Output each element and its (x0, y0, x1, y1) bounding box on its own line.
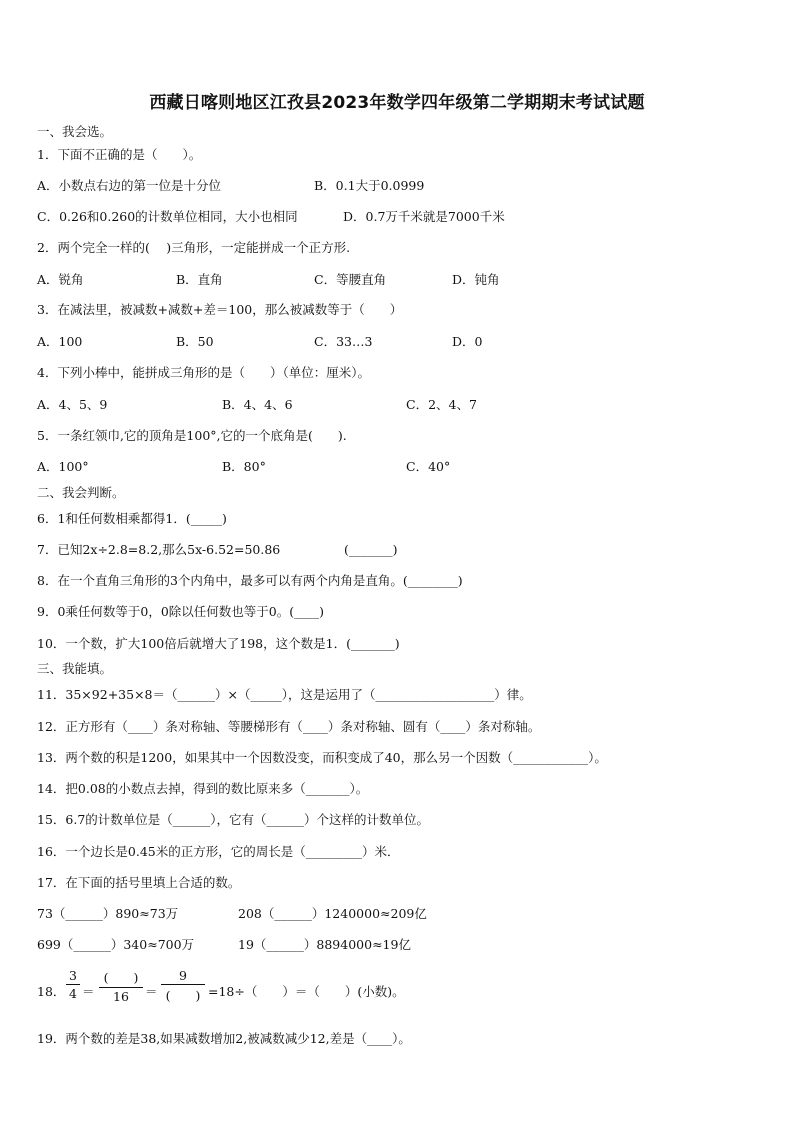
q3-option-c: C．33…3 (314, 334, 373, 349)
question-12: 12．正方形有（____）条对称轴、等腰梯形有（____）条对称轴、圆有（____）条对称轴。 (37, 719, 541, 734)
q18-equals-1: ＝ (82, 984, 95, 999)
question-1: 1．下面不正确的是（ ）。 (37, 147, 202, 162)
q18-fraction-1 (66, 968, 80, 1001)
q5-option-a: A．100° (37, 459, 89, 474)
q18-equals-2: ＝ (145, 984, 158, 999)
q17-item-b: 208（______）1240000≈209亿 (238, 906, 427, 921)
q17-item-a: 73（______）890≈73万 (37, 906, 179, 921)
q2-option-b: B．直角 (176, 272, 223, 287)
q18-fraction-3-denominator: ( ) (165, 988, 201, 1003)
q5-option-b: B．80° (222, 459, 266, 474)
question-16: 16．一个边长是0.45米的正方形，它的周长是（_________）米． (37, 844, 400, 859)
q4-option-b: B．4、4、6 (222, 397, 293, 412)
q1-option-c: C．0.26和0.260的计数单位相同，大小也相同 (37, 209, 298, 224)
q7-answer-blank: (_______) (344, 542, 398, 557)
q1-option-d: D．0.7万千米就是7000千米 (343, 209, 505, 224)
q18-fraction-1-numerator: 3 (69, 968, 77, 983)
q5-option-c: C．40° (406, 459, 451, 474)
fraction-bar (99, 987, 143, 988)
q18-fraction-1-denominator: 4 (69, 986, 77, 1001)
q4-option-a: A．4、5、9 (37, 397, 108, 412)
q2-option-a: A．锐角 (37, 272, 84, 287)
q17-item-c: 699（______）340≈700万 (37, 937, 195, 952)
question-4: 4．下列小棒中，能拼成三角形的是（ ）（单位：厘米）。 (37, 365, 370, 380)
q18-tail: =18÷（ ）＝（ ）(小数)。 (208, 984, 405, 999)
q18-fraction-2-denominator: 16 (113, 989, 129, 1004)
q17-item-d: 19（______）8894000≈19亿 (238, 937, 411, 952)
question-3: 3．在减法里，被减数+减数+差＝100，那么被减数等于（ ） (37, 302, 403, 317)
question-17: 17．在下面的括号里填上合适的数。 (37, 875, 241, 890)
section-heading-2: 二、我会判断。 (37, 485, 125, 500)
question-9: 9．0乘任何数等于0，0除以任何数也等于0。(____) (37, 604, 325, 619)
question-19: 19．两个数的差是38,如果减数增加2,被减数减少12,差是（____）。 (37, 1031, 411, 1046)
q3-option-d: D．0 (452, 334, 483, 349)
q18-fraction-3-numerator: 9 (179, 968, 187, 983)
question-11: 11．35×92+35×8＝（______）×（_____），这是运用了（___________________）律。 (37, 687, 532, 702)
question-14: 14．把0.08的小数点去掉，得到的数比原来多（_______）。 (37, 781, 369, 796)
fraction-bar (66, 984, 80, 985)
question-8: 8．在一个直角三角形的3个内角中，最多可以有两个内角是直角。(________) (37, 573, 463, 588)
question-7: 7．已知2x÷2.8=8.2,那么5x-6.52=50.86 (37, 542, 281, 557)
q1-option-a: A．小数点右边的第一位是十分位 (37, 178, 222, 193)
question-15: 15．6.7的计数单位是（______），它有（______）个这样的计数单位。 (37, 812, 430, 827)
page-title: 西藏日喀则地区江孜县2023年数学四年级第二学期期末考试试题 (149, 93, 645, 113)
q2-option-c: C．等腰直角 (314, 272, 387, 287)
question-6: 6．1和任何数相乘都得1．(_____) (37, 511, 227, 526)
fraction-bar (161, 984, 205, 985)
question-10: 10．一个数，扩大100倍后就增大了198，这个数是1．(_______) (37, 636, 400, 651)
q2-option-d: D．钝角 (452, 272, 500, 287)
q3-option-a: A．100 (37, 334, 83, 349)
question-5: 5．一条红领巾,它的顶角是100°,它的一个底角是( ). (37, 428, 347, 443)
question-2: 2．两个完全一样的( )三角形，一定能拼成一个正方形. (37, 240, 351, 255)
q18-fraction-2-numerator: ( ) (103, 970, 139, 985)
q18-fraction-2 (99, 968, 143, 1004)
q1-option-b: B．0.1大于0.0999 (314, 178, 425, 193)
q3-option-b: B．50 (176, 334, 214, 349)
section-heading-1: 一、我会选。 (37, 124, 113, 139)
q18-fraction-3 (161, 968, 205, 1004)
q4-option-c: C．2、4、7 (406, 397, 477, 412)
question-18-label: 18． (37, 984, 66, 999)
question-13: 13．两个数的积是1200，如果其中一个因数没变，而积变成了40，那么另一个因数（____________）。 (37, 750, 607, 765)
section-heading-3: 三、我能填。 (37, 661, 113, 676)
